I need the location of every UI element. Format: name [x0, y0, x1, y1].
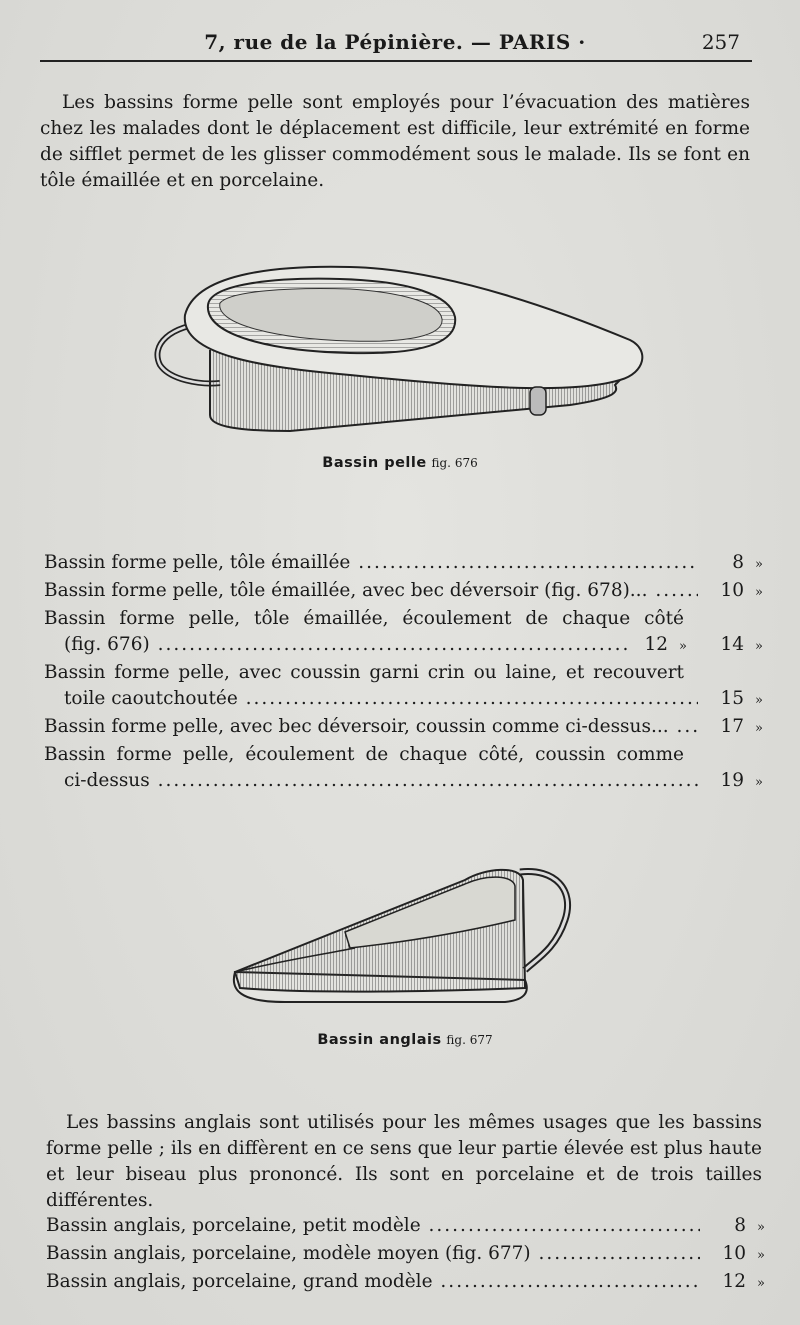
item-description-cont: ci-dessus ..... — [64, 768, 698, 794]
item-price: 10 — [722, 1243, 746, 1264]
item-description: Bassin anglais, porcelaine, modèle moyen (fig. 677) ..... — [46, 1241, 700, 1267]
price-list-anglais — [46, 1213, 776, 1297]
item-currency-alt: » — [679, 639, 687, 654]
item-currency: » — [757, 1276, 765, 1291]
item-description: Bassin forme pelle, tôle émaillée, écoulement de chaque côté — [44, 608, 684, 629]
figure2-caption — [250, 1030, 560, 1048]
list-item — [44, 606, 774, 660]
figure1-number: fig. 676 — [431, 456, 478, 470]
item-price: 15 — [720, 688, 744, 709]
list-item — [44, 660, 774, 714]
item-currency: » — [755, 721, 763, 736]
item-description: Bassin forme pelle, avec bec déversoir, coussin comme ci-dessus... ..... — [44, 714, 698, 740]
list-item — [46, 1241, 776, 1269]
item-description-cont: (fig. 676) ..... — [64, 632, 628, 658]
running-header — [40, 30, 750, 60]
item-continuation — [44, 632, 774, 660]
header-rule — [40, 60, 752, 62]
anglais-paragraph: Les bassins anglais sont utilisés pour les mêmes usages que les bassins forme pelle ; ils en diffèrent en ce sens que leur partie élevée est plus haute et leur biseau plus prononcé. Ils sont en porcelaine et de trois tailles différentes. — [46, 1112, 762, 1211]
item-description: Bassin anglais, porcelaine, petit modèle ..... — [46, 1213, 700, 1239]
item-price: 12 — [722, 1271, 746, 1292]
figure2-number: fig. 677 — [446, 1033, 493, 1047]
list-item — [44, 742, 774, 796]
item-description: Bassin forme pelle, écoulement de chaque côté, coussin comme — [44, 744, 684, 765]
item-price: 8 — [734, 1215, 746, 1236]
item-price: 14 — [720, 634, 744, 655]
price-list-pelle — [44, 550, 774, 796]
item-description-cont: toile caoutchoutée ..... — [64, 686, 698, 712]
item-price: 8 — [732, 552, 744, 573]
item-description: Bassin forme pelle, tôle émaillée ..... — [44, 550, 698, 576]
header-title: 7, rue de la Pépinière. — PARIS · — [204, 30, 586, 54]
item-description: Bassin forme pelle, tôle émaillée, avec bec déversoir (fig. 678)... ..... — [44, 578, 698, 604]
figure1-name: Bassin pelle — [322, 455, 427, 471]
list-item — [46, 1269, 776, 1297]
item-continuation — [44, 686, 774, 714]
item-description: Bassin anglais, porcelaine, grand modèle ..... — [46, 1269, 700, 1295]
page-number: 257 — [701, 30, 740, 54]
list-item — [44, 550, 774, 578]
item-continuation — [44, 768, 774, 796]
bassin-pelle-illustration — [150, 255, 650, 435]
intro-paragraph: Les bassins forme pelle sont employés pour l’évacuation des matières chez les malades dont le déplacement est difficile, leur extrémité en forme de sifflet permet de les glisser commodément sous le malade. Ils se font en tôle émaillée et en porcelaine. — [40, 92, 750, 191]
item-currency: » — [755, 693, 763, 708]
item-currency: » — [757, 1220, 765, 1235]
bassin-anglais-illustration — [225, 860, 575, 1010]
item-price: 10 — [720, 580, 744, 601]
list-item — [46, 1213, 776, 1241]
item-price: 17 — [720, 716, 744, 737]
figure1-caption — [250, 453, 550, 471]
item-currency: » — [755, 639, 763, 654]
item-price-alt: 12 — [644, 634, 668, 655]
item-currency: » — [755, 585, 763, 600]
list-item — [44, 578, 774, 606]
list-item — [44, 714, 774, 742]
item-currency: » — [755, 775, 763, 790]
item-currency: » — [755, 557, 763, 572]
figure2-name: Bassin anglais — [317, 1032, 442, 1048]
item-currency: » — [757, 1248, 765, 1263]
item-price: 19 — [720, 770, 744, 791]
item-description: Bassin forme pelle, avec coussin garni crin ou laine, et recouvert — [44, 662, 684, 683]
